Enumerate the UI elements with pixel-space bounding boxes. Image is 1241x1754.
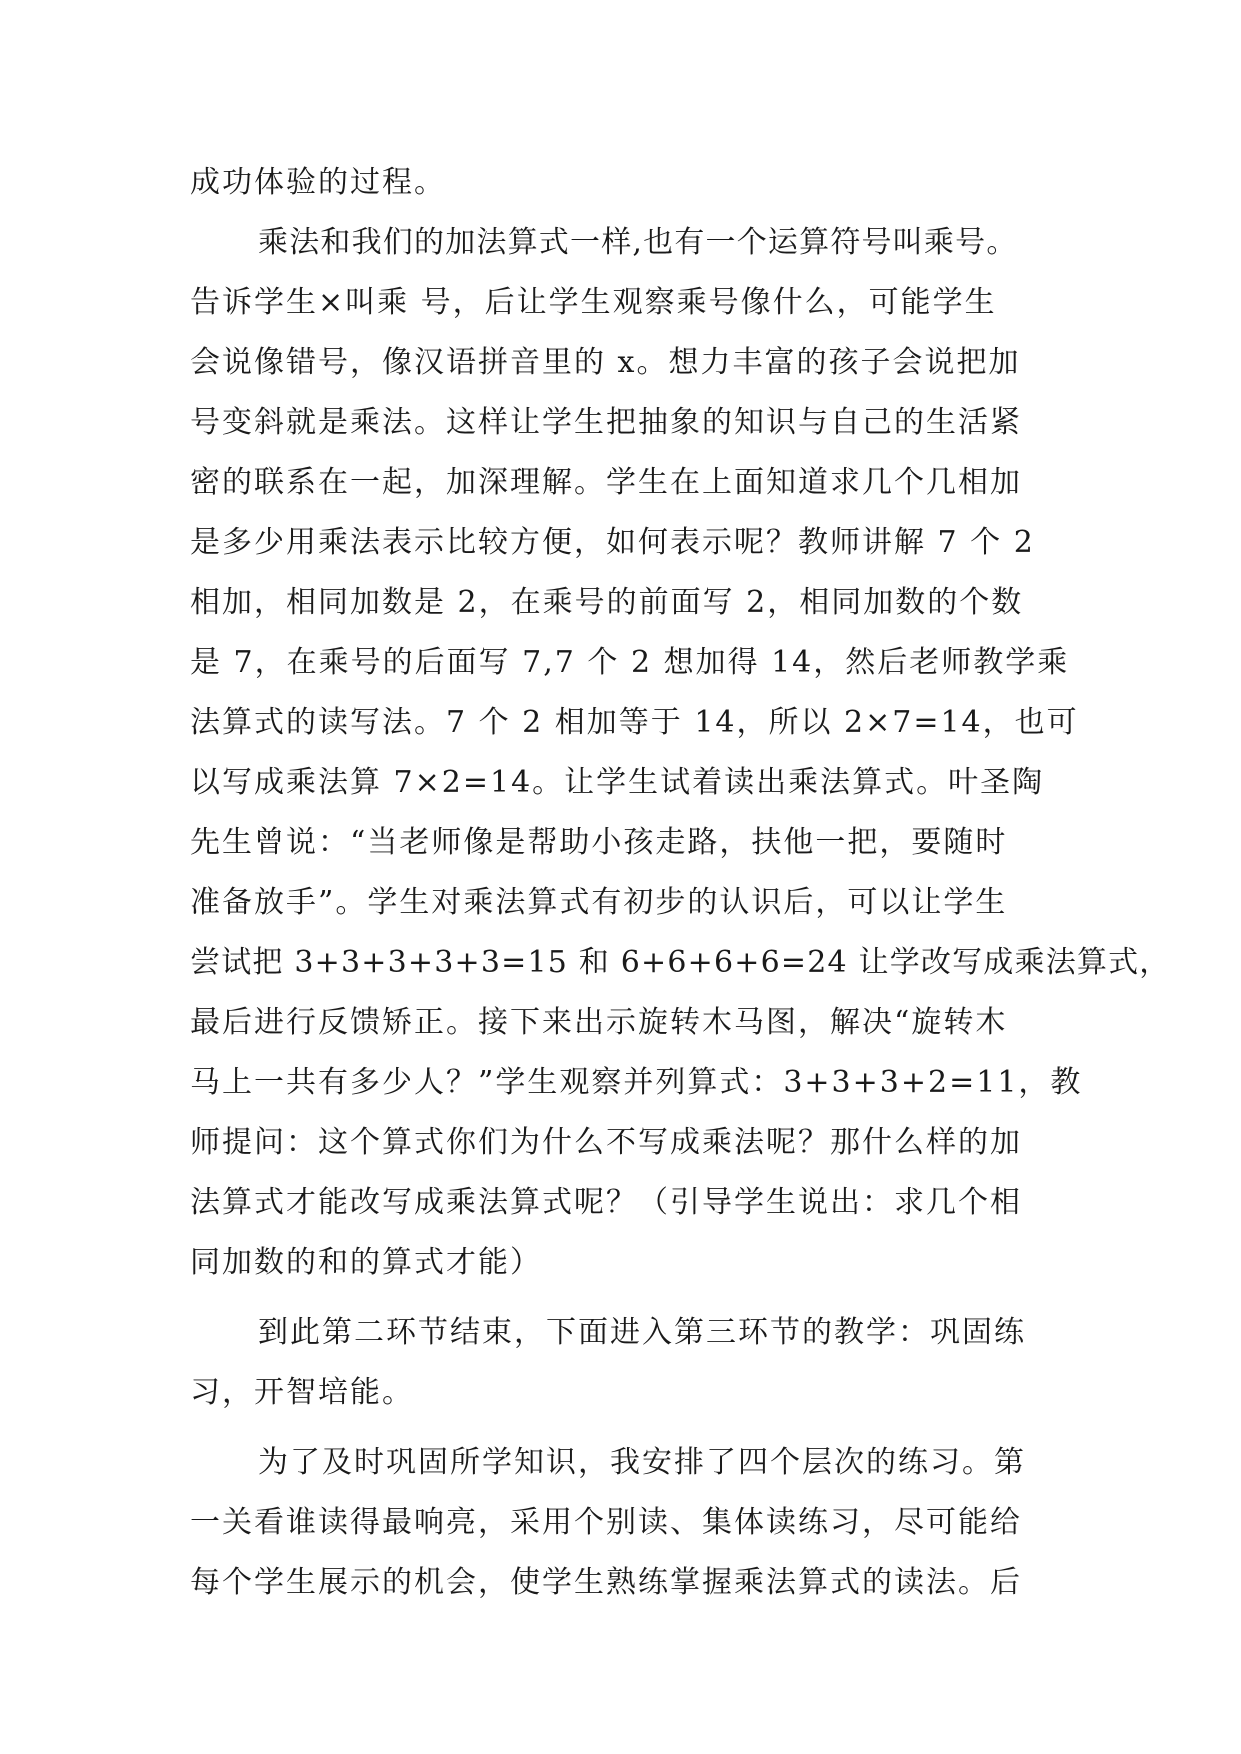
text-line: 相加，相同加数是 2，在乘号的前面写 2，相同加数的个数	[190, 585, 1024, 620]
text-line: 尝试把 3+3+3+3+3=15 和 6+6+6+6=24 让学改写成乘法算式，	[190, 945, 1171, 980]
text-line: 师提问：这个算式你们为什么不写成乘法呢？那什么样的加	[190, 1125, 1022, 1160]
text-line: 先生曾说：“当老师像是帮助小孩走路，扶他一把，要随时	[190, 825, 1008, 860]
text-line: 以写成乘法算 7×2=14。让学生试着读出乘法算式。叶圣陶	[190, 765, 1045, 800]
text-line: 每个学生展示的机会，使学生熟练掌握乘法算式的读法。后	[190, 1565, 1022, 1600]
text-line: 马上一共有多少人？”学生观察并列算式：3+3+3+2=11，教	[190, 1065, 1083, 1100]
text-line: 会说像错号，像汉语拼音里的 x。想力丰富的孩子会说把加	[190, 345, 1021, 380]
paragraph-start-line: 乘法和我们的加法算式一样,也有一个运算符号叫乘号。	[258, 225, 1018, 260]
paragraph-start-line: 到此第二环节结束，下面进入第三环节的教学：巩固练	[258, 1315, 1026, 1350]
text-line: 习，开智培能。	[190, 1375, 414, 1410]
text-line: 告诉学生×叫乘 号，后让学生观察乘号像什么，可能学生	[190, 285, 997, 320]
text-line: 号变斜就是乘法。这样让学生把抽象的知识与自己的生活紧	[190, 405, 1022, 440]
text-line: 成功体验的过程。	[190, 165, 446, 200]
paragraph-start-line: 为了及时巩固所学知识，我安排了四个层次的练习。第	[258, 1445, 1026, 1480]
text-line: 是 7，在乘号的后面写 7,7 个 2 想加得 14，然后老师教学乘	[190, 645, 1070, 680]
text-line: 密的联系在一起，加深理解。学生在上面知道求几个几相加	[190, 465, 1022, 500]
text-line: 一关看谁读得最响亮，采用个别读、集体读练习，尽可能给	[190, 1505, 1022, 1540]
text-line: 法算式的读写法。7 个 2 相加等于 14，所以 2×7=14，也可	[190, 705, 1079, 740]
text-line: 最后进行反馈矫正。接下来出示旋转木马图，解决“旋转木	[190, 1005, 1008, 1040]
text-line: 同加数的和的算式才能）	[190, 1245, 542, 1280]
text-line: 准备放手”。学生对乘法算式有初步的认识后，可以让学生	[190, 885, 1008, 920]
text-line: 是多少用乘法表示比较方便，如何表示呢？教师讲解 7 个 2	[190, 525, 1035, 560]
text-line: 法算式才能改写成乘法算式呢？（引导学生说出：求几个相	[190, 1185, 1022, 1220]
